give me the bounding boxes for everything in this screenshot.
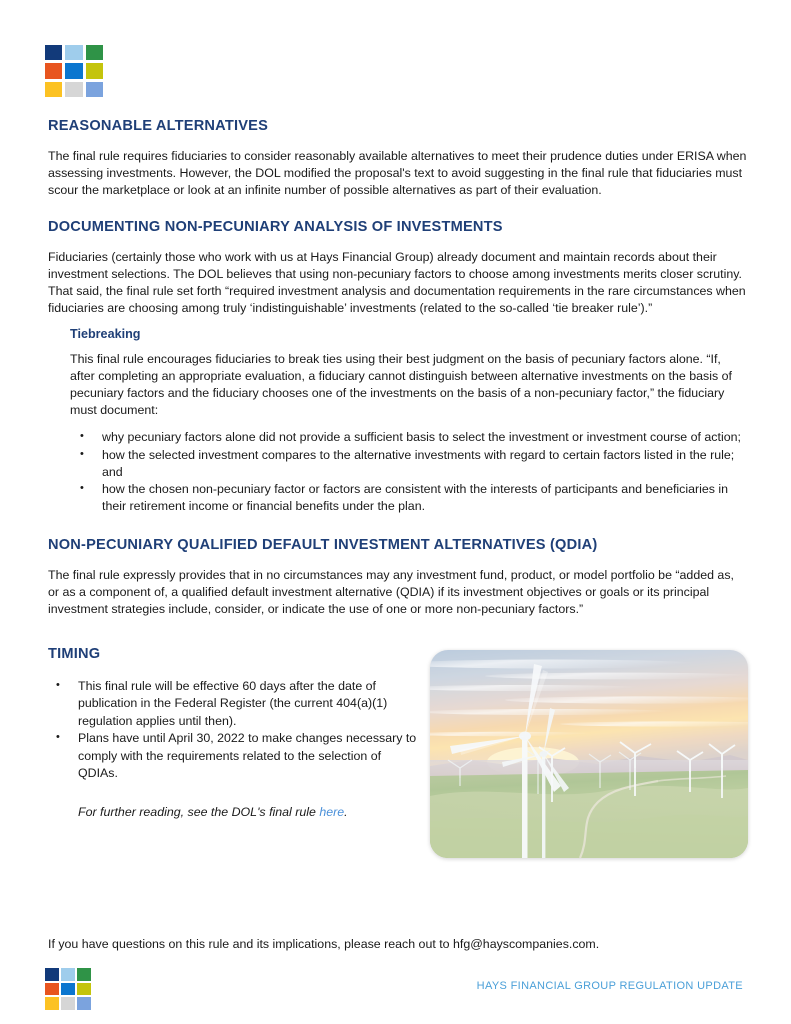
tiebreaking-block — [70, 351, 748, 516]
further-reading-note — [78, 804, 448, 821]
paragraph-non-pecuniary-qdia: The final rule expressly provides that in no circumstances may any investment fund, product, or model portfolio be “added as, or as a component of, a qualified default investment alternative (QDIA) if its investment objectives or goals or its principal investment strategies include, consider, or indicate the use of one or more non-pecuniary factors.” — [48, 567, 734, 617]
wind-farm-sunset-photo — [430, 650, 748, 858]
logo-cell-2 — [61, 968, 75, 981]
further-reading-prefix: For further reading, see the DOL's final rule — [78, 805, 320, 820]
page-title-timing: TIMING — [48, 646, 101, 663]
section-documenting-non-pecuniary — [48, 219, 748, 515]
logo-cell-4 — [45, 63, 62, 78]
logo-cell-1 — [45, 45, 62, 60]
logo-cell-8 — [61, 997, 75, 1010]
logo-cell-9 — [86, 82, 103, 97]
list-item: • This final rule will be effective 60 days after the date of publication in the Federal Register (the current 404(a)(1) regulation applies until then). — [48, 678, 418, 730]
logo-cell-3 — [86, 45, 103, 60]
paragraph-tiebreaking: This final rule encourages fiduciaries to break ties using their best judgment on the basis of pecuniary factors alone. “If, after completing an appropriate evaluation, a fiduciary cannot distinguish between alternative investments on the basis of pecuniary factors and the fiduciary chooses one of the investments on the basis of a non-pecuniary factor,” the fiduciary must document: — [70, 351, 732, 418]
logo-cell-9 — [77, 997, 91, 1010]
section-reasonable-alternatives — [48, 118, 748, 199]
logo-cell-5 — [65, 63, 82, 78]
footer-publication-label: HAYS FINANCIAL GROUP REGULATION UPDATE — [476, 980, 743, 992]
paragraph-reasonable-alternatives: The final rule requires fiduciaries to consider reasonably available alternatives to meet their prudence duties under ERISA when assessing investments. However, the DOL modified the proposal's text to avoid suggesting in the final rule that fiduciaries must scour the marketplace or look at an infinite number of possible alternatives as part of their evaluation. — [48, 148, 747, 197]
list-item: • Plans have until April 30, 2022 to make changes necessary to comply with the requirements related to the selection of QDIAs. — [48, 730, 418, 782]
timing-bullet-list — [48, 678, 418, 782]
section-non-pecuniary-qdia — [48, 537, 748, 618]
logo-cell-4 — [45, 983, 59, 996]
logo-cell-6 — [77, 983, 91, 996]
footer-contact-text: If you have questions on this rule and its implications, please reach out to hfg@hayscompanies.com. — [48, 937, 600, 951]
hays-companies-logo — [45, 45, 103, 97]
list-item: • how the selected investment compares to the alternative investments with regard to certain factors listed in the rule; and — [70, 447, 748, 481]
list-item: • how the chosen non-pecuniary factor or factors are consistent with the interests of participants and beneficiaries in their retirement income or financial benefits under the plan. — [70, 481, 748, 515]
paragraph-documenting-non-pecuniary: Fiduciaries (certainly those who work with us at Hays Financial Group) already document and maintain records about their investment selections. The DOL believes that using non-pecuniary factors to choose among investments merits closer scrutiny. That said, the final rule set forth “required investment analysis and documentation requirements in the rare circumstances when fiduciaries are choosing among truly ‘indistinguishable’ investments (related to the so-called ‘tie breaker rule’).” — [48, 249, 746, 316]
logo-cell-7 — [45, 997, 59, 1010]
logo-cell-2 — [65, 45, 82, 60]
logo-cell-6 — [86, 63, 103, 78]
section-timing — [48, 646, 748, 821]
page-title-reasonable-alternatives: REASONABLE ALTERNATIVES — [48, 118, 268, 134]
tiebreaking-bullet-list — [70, 429, 748, 515]
dol-final-rule-link[interactable]: here — [319, 805, 345, 820]
document-body — [48, 118, 748, 841]
logo-cell-7 — [45, 82, 62, 97]
further-reading-suffix: . — [344, 805, 348, 820]
logo-cell-3 — [77, 968, 91, 981]
page-title-non-pecuniary-qdia: NON-PECUNIARY QUALIFIED DEFAULT INVESTMENT ALTERNATIVES (QDIA) — [48, 537, 598, 554]
logo-cell-5 — [61, 983, 75, 996]
subheading-tiebreaking: Tiebreaking — [70, 327, 141, 342]
logo-cell-8 — [65, 82, 82, 97]
hays-companies-logo-footer — [45, 968, 91, 1010]
logo-cell-1 — [45, 968, 59, 981]
page-title-documenting-non-pecuniary: DOCUMENTING NON-PECUNIARY ANALYSIS OF INVESTMENTS — [48, 219, 503, 236]
list-item: • why pecuniary factors alone did not provide a sufficient basis to select the investment or investment course of action; — [70, 429, 748, 446]
